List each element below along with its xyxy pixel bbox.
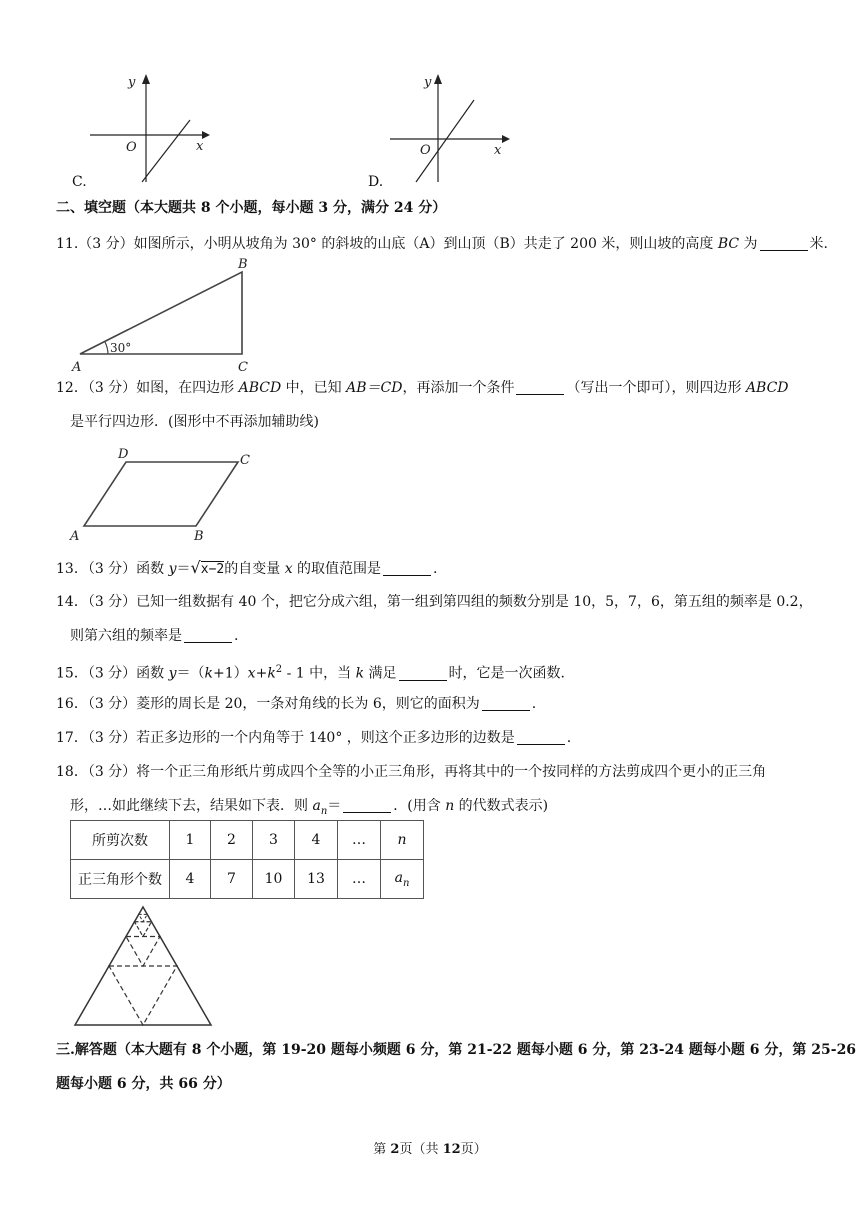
question-18-line1: 18．（3 分）将一个正三角形纸片剪成四个全等的小正三角形，再将其中的一个按同样的方法剪成四个更小的正三角: [56, 764, 767, 780]
option-c-graph: [90, 72, 210, 192]
c-y-label: y: [128, 75, 136, 90]
table-cell: 7: [211, 860, 253, 899]
question-11: 11.（3 分）如图所示，小明从坡角为 30° 的斜坡的山底（A）到山顶（B）共走了 200 米，则山坡的高度 BC 为 米.: [56, 236, 828, 252]
q11-label-a: A: [72, 360, 82, 375]
q12-label-b: B: [194, 529, 204, 544]
question-16: 16．（3 分）菱形的周长是 20，一条对角线的长为 6，则它的面积为 .: [56, 696, 537, 712]
q17-blank: [517, 730, 565, 745]
option-d-graph: [390, 72, 510, 192]
table-cell: …: [338, 860, 381, 899]
question-14-line2: 则第六组的频率是 .: [70, 628, 239, 644]
q18-table: [70, 820, 424, 899]
q15-blank: [399, 666, 447, 681]
c-origin-label: O: [126, 140, 137, 155]
q12-figure: [66, 444, 266, 544]
table-row: [71, 821, 424, 860]
table-cell: n: [381, 821, 424, 860]
q12-label-c: C: [240, 453, 250, 468]
table-cell: 13: [295, 860, 338, 899]
d-origin-label: O: [420, 143, 431, 158]
question-13: 13．（3 分）函数 y＝√x−2的自变量 x 的取值范围是 .: [56, 558, 438, 577]
table-cell: 1: [170, 821, 211, 860]
current-page: 2: [390, 1142, 400, 1157]
table-cell: 2: [211, 821, 253, 860]
section-3-title-line1: 三.解答题（本大题有 8 个小题，第 19-20 题每小频题 6 分，第 21-22 题每小题 6 分，第 23-24 题每小题 6 分，第 25-26: [56, 1042, 857, 1058]
table-cell: 所剪次数: [71, 821, 170, 860]
q18-blank: [343, 798, 391, 813]
question-17: 17．（3 分）若正多边形的一个内角等于 140° ，则这个正多边形的边数是 .: [56, 730, 572, 746]
q18-triangle-figure: [72, 904, 222, 1028]
q11-figure: [70, 256, 270, 376]
q11-angle-label: 30°: [110, 341, 132, 355]
q16-blank: [482, 696, 530, 711]
c-x-label: x: [196, 139, 204, 154]
table-cell: $a_n$: [381, 860, 424, 899]
table-cell: 3: [253, 821, 295, 860]
q13-blank: [383, 561, 431, 576]
question-12-line2: 是平行四边形．(图形中不再添加辅助线): [70, 414, 319, 430]
table-cell: 10: [253, 860, 295, 899]
q11-label-b: B: [238, 257, 248, 272]
question-12: 12．（3 分）如图，在四边形 ABCD 中，已知 AB＝CD，再添加一个条件 （写出一个即可），则四边形 ABCD: [56, 380, 789, 396]
total-pages: 12: [442, 1142, 461, 1157]
q14-blank: [184, 628, 232, 643]
q11-label-c: C: [238, 360, 248, 375]
sqrt-symbol: √: [190, 558, 201, 577]
table-cell: 正三角形个数: [71, 860, 170, 899]
option-d-label: D.: [368, 174, 384, 190]
option-c-label: C.: [72, 174, 87, 190]
q11-blank: [760, 236, 808, 251]
question-14-line1: 14．（3 分）已知一组数据有 40 个，把它分成六组，第一组到第四组的频数分别是 10，5，7，6，第五组的频率是 0.2，: [56, 594, 813, 610]
table-cell: 4: [295, 821, 338, 860]
q12-blank: [516, 380, 564, 395]
d-y-label: y: [424, 75, 432, 90]
table-row: [71, 860, 424, 899]
section-2-title: 二、填空题（本大题共 8 个小题，每小题 3 分，满分 24 分）: [56, 200, 447, 216]
page-footer: 第 2页（共 12页）: [373, 1142, 487, 1157]
table-cell: …: [338, 821, 381, 860]
section-3-title-line2: 题每小题 6 分，共 66 分）: [56, 1076, 231, 1092]
q12-label-a: A: [70, 529, 80, 544]
question-18-line2: 形，…如此继续下去，结果如下表．则 $a_n=$ ．(用含 n 的代数式表示): [70, 798, 549, 817]
q12-label-d: D: [118, 447, 129, 462]
question-15: 15．（3 分）函数 $y=(k+1)x+k^2 - 1$ 中，当 k 满足 时，它是一次函数.: [56, 664, 566, 682]
table-cell: 4: [170, 860, 211, 899]
d-x-label: x: [494, 143, 502, 158]
sqrt-radicand: x−2: [200, 562, 225, 577]
